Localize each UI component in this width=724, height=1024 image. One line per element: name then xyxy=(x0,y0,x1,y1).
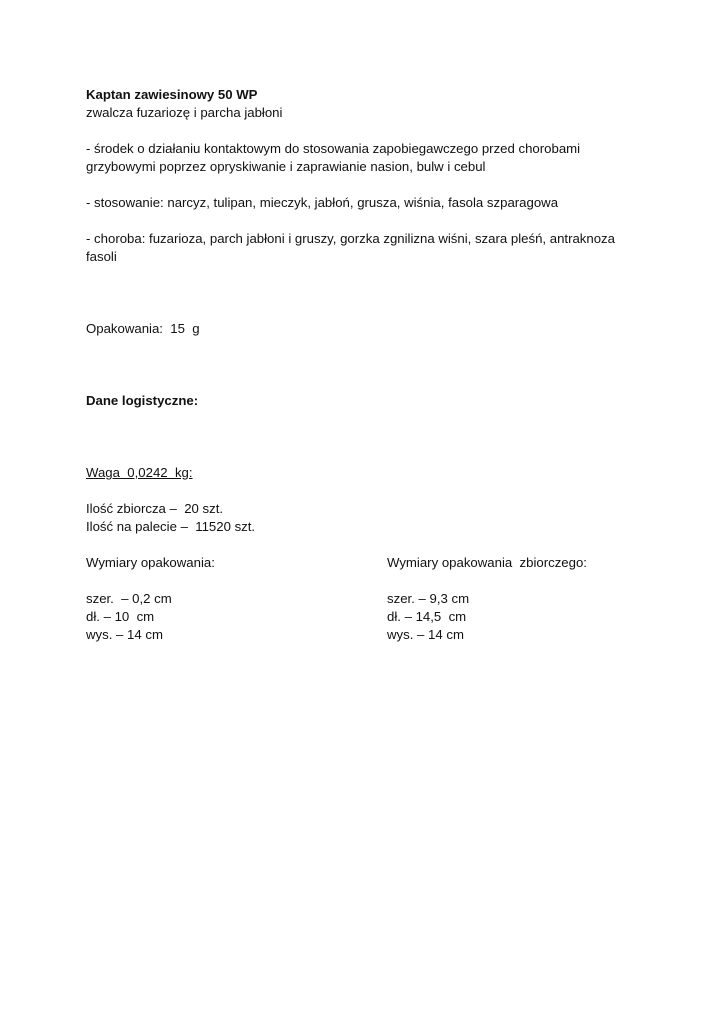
logistics-heading: Dane logistyczne: xyxy=(86,393,199,408)
usage-line: - stosowanie: narcyz, tulipan, mieczyk, jabłoń, grusza, wiśnia, fasola szparagowa xyxy=(86,195,559,210)
bulk-package-dimensions xyxy=(387,554,647,644)
pallet-quantity: Ilość na palecie – 11520 szt. xyxy=(86,519,256,534)
product-title: Kaptan zawiesinowy 50 WP xyxy=(86,87,258,102)
single-height: wys. – 14 cm xyxy=(86,627,163,642)
bulk-width: szer. – 9,3 cm xyxy=(387,591,470,606)
description-line: grzybowymi poprzez opryskiwanie i zaprawianie nasion, bulw i cebul xyxy=(86,159,486,174)
disease-line: fasoli xyxy=(86,249,117,264)
packaging-label: Opakowania: 15 g xyxy=(86,321,200,336)
dimensions-section xyxy=(86,554,646,644)
weight-line: Waga 0,0242 kg: xyxy=(86,465,193,480)
single-package-dimensions xyxy=(86,554,366,644)
document-page xyxy=(86,86,646,644)
bulk-height: wys. – 14 cm xyxy=(387,627,464,642)
disease-line: - choroba: fuzarioza, parch jabłoni i gruszy, gorzka zgnilizna wiśni, szara pleśń, antraknoza xyxy=(86,231,615,246)
single-width: szer. – 0,2 cm xyxy=(86,591,172,606)
product-subtitle: zwalcza fuzariozę i parcha jabłoni xyxy=(86,105,283,120)
single-length: dł. – 10 cm xyxy=(86,609,155,624)
bulk-length: dł. – 14,5 cm xyxy=(387,609,467,624)
bulk-dimensions-heading: Wymiary opakowania zbiorczego: xyxy=(387,555,587,570)
description-line: - środek o działaniu kontaktowym do stosowania zapobiegawczego przed chorobami xyxy=(86,141,581,156)
single-dimensions-heading: Wymiary opakowania: xyxy=(86,555,215,570)
bulk-quantity: Ilość zbiorcza – 20 szt. xyxy=(86,501,224,516)
